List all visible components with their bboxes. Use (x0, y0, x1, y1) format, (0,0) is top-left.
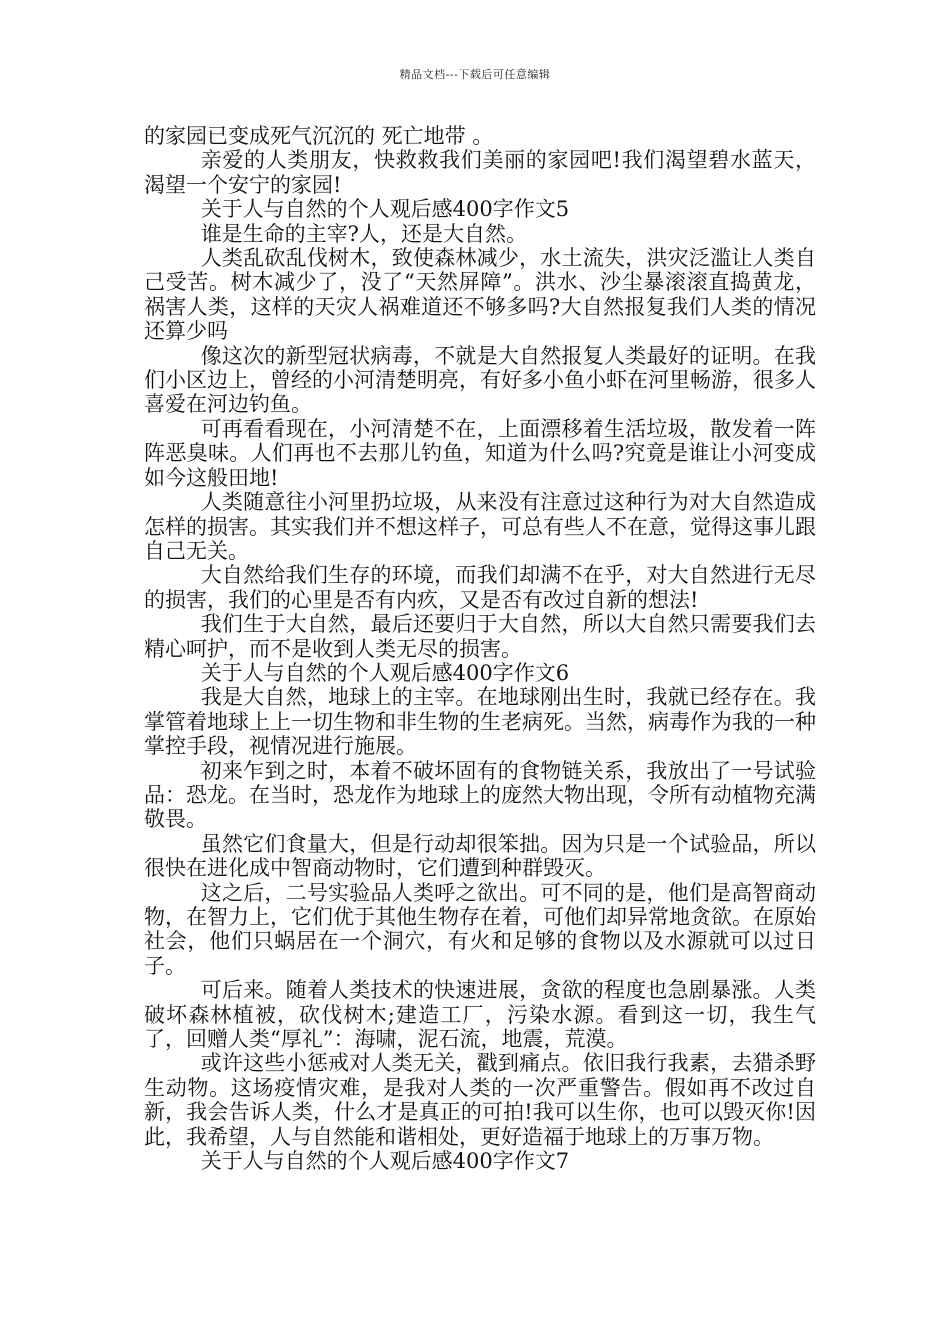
section-heading: 关于人与自然的个人观后感400字作文6 (200, 660, 570, 685)
paragraph: 亲爱的人类朋友，快救救我们美丽的家园吧!我们渴望碧水蓝天，渴望一个安宁的家园! (144, 148, 816, 197)
section-heading: 关于人与自然的个人观后感400字作文5 (200, 197, 570, 222)
section-heading: 关于人与自然的个人观后感400字作文7 (200, 1149, 570, 1174)
paragraph: 可后来。随着人类技术的快速进展，贪欲的程度也急剧暴涨。人类破坏森林植被，砍伐树木;建造工厂，污染水源。看到这一切，我生气了，回赠人类“厚礼”：海啸，泥石流，地震，荒漠。 (144, 978, 816, 1052)
paragraph: 大自然给我们生存的环境，而我们却满不在乎，对大自然进行无尽的损害，我们的心里是否有内疚，又是否有改过自新的想法! (144, 563, 816, 612)
paragraph: 初来乍到之时，本着不破坏固有的食物链关系，我放出了一号试验品：恐龙。在当时，恐龙作为地球上的庞然大物出现，令所有动植物充满敬畏。 (144, 758, 816, 832)
paragraph: 我是大自然，地球上的主宰。在地球刚出生时，我就已经存在。我掌管着地球上上一切生物和非生物的生老病死。当然，病毒作为我的一种掌控手段，视情况进行施展。 (144, 685, 816, 759)
paragraph: 可再看看现在，小河清楚不在，上面漂移着生活垃圾，散发着一阵阵恶臭味。人们再也不去那儿钓鱼，知道为什么吗?究竟是谁让小河变成如今这般田地! (144, 416, 816, 490)
paragraph: 的家园已变成死气沉沉的 死亡地带 。 (144, 124, 494, 148)
paragraph: 人类乱砍乱伐树木，致使森林减少，水土流失，洪灾泛滥让人类自己受苦。树木减少了，没了“天然屏障”。洪水、沙尘暴滚滚直捣黄龙，祸害人类，这样的天灾人祸难道还不够多吗?大自然报复我们人类的情况还算少吗 (144, 246, 816, 344)
paragraph: 人类随意往小河里扔垃圾，从来没有注意过这种行为对大自然造成怎样的损害。其实我们并不想这样子，可总有些人不在意，觉得这事儿跟自己无关。 (144, 490, 816, 563)
document-body (144, 124, 816, 1173)
page-header: 精品文档---下载后可任意编辑 (399, 68, 551, 81)
paragraph: 谁是生命的主宰?人，还是大自然。 (200, 221, 527, 246)
paragraph: 或许这些小惩戒对人类无关，戳到痛点。依旧我行我素，去猎杀野生动物。这场疫情灾难，是我对人类的一次严重警告。假如再不改过自新，我会告诉人类，什么才是真正的可拍!我可以生你，也可以毁灭你!因此，我希望，人与自然能和谐相处，更好造福于地球上的万事万物。 (144, 1051, 816, 1149)
paragraph: 这之后，二号实验品人类呼之欲出。可不同的是，他们是高智商动物，在智力上，它们优于其他生物存在着，可他们却异常地贪欲。在原始社会，他们只蜗居在一个洞穴，有火和足够的食物以及水源就可以过日子。 (144, 880, 816, 978)
paragraph: 我们生于大自然，最后还要归于大自然，所以大自然只需要我们去精心呵护，而不是收到人类无尽的损害。 (144, 612, 816, 661)
paragraph: 虽然它们食量大，但是行动却很笨拙。因为只是一个试验品，所以很快在进化成中智商动物时，它们遭到种群毁灭。 (144, 831, 816, 881)
paragraph: 像这次的新型冠状病毒，不就是大自然报复人类最好的证明。在我们小区边上，曾经的小河清楚明亮，有好多小鱼小虾在河里畅游，很多人喜爱在河边钓鱼。 (144, 343, 816, 417)
